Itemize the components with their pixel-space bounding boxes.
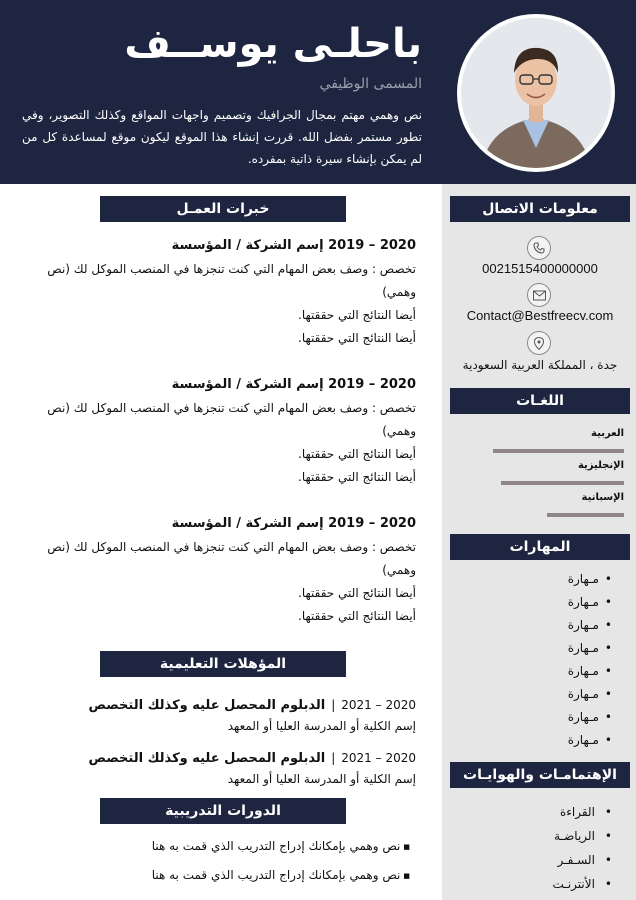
course-item: ■ نص وهمي بإمكانك إدراج التدريب الذي قمت به هنا xyxy=(152,868,410,882)
skill-item: • مـهارة xyxy=(450,683,612,706)
experience-heading: خبرات العمـل xyxy=(100,196,346,222)
hobby-item: • الرياضـة xyxy=(450,824,612,848)
job-entry xyxy=(16,512,416,628)
job-entry-result: أيضا النتائج التي حققتها. xyxy=(298,308,416,322)
job-entry xyxy=(16,373,416,489)
candidate-name: باحلـى يوســف xyxy=(124,21,422,67)
hobby-item: • الأنترنـت xyxy=(450,872,612,896)
skills-list xyxy=(450,568,612,752)
course-item: ■ نص وهمي بإمكانك إدراج التدريب الذي قمت به هنا xyxy=(152,839,410,853)
job-entry xyxy=(16,234,416,350)
education-degree: الدبلوم المحصل عليه وكذلك التخصص xyxy=(88,698,326,713)
education-heading: المؤهلات التعليمية xyxy=(100,651,346,677)
job-entry-result: أيضا النتائج التي حققتها. xyxy=(298,470,416,484)
job-entry-title: 2020 – 2019 إسم الشركة / المؤسسة xyxy=(171,377,416,392)
skill-item: • مـهارة xyxy=(450,660,612,683)
profile-photo xyxy=(461,18,611,168)
contact-address: جدة ، المملكة العربية السعودية xyxy=(462,358,618,372)
profile-photo-frame xyxy=(457,14,615,172)
education-years: 2020 – 2021 xyxy=(341,751,416,765)
skill-item: • مـهارة xyxy=(450,568,612,591)
phone-icon xyxy=(527,236,551,260)
skills-heading: المهارات xyxy=(450,534,630,560)
job-entry-description: تخصص : وصف بعض المهام التي كنت تنجزها في المنصب الموكل لك (نص وهمي) xyxy=(47,262,416,299)
job-entry-result: أيضا النتائج التي حققتها. xyxy=(298,586,416,600)
hobby-item: • القراءة xyxy=(450,800,612,824)
skill-item: • مـهارة xyxy=(450,729,612,752)
language-level-bar xyxy=(501,481,624,485)
language-label: الإنجليزية xyxy=(577,460,624,471)
education-school: إسم الكلية أو المدرسة العليا أو المعهد xyxy=(227,772,416,786)
skill-item: • مـهارة xyxy=(450,637,612,660)
job-title: المسمى الوظيفي xyxy=(319,76,422,92)
education-school: إسم الكلية أو المدرسة العليا أو المعهد xyxy=(227,719,416,733)
contact-email: Contact@Bestfreecv.com xyxy=(466,308,614,323)
contact-heading: معلومات الاتصال xyxy=(450,196,630,222)
job-entry-description: تخصص : وصف بعض المهام التي كنت تنجزها في المنصب الموكل لك (نص وهمي) xyxy=(47,540,416,577)
language-level-bar xyxy=(547,513,624,517)
skill-item: • مـهارة xyxy=(450,614,612,637)
skill-item: • مـهارة xyxy=(450,706,612,729)
job-entry-description: تخصص : وصف بعض المهام التي كنت تنجزها في المنصب الموكل لك (نص وهمي) xyxy=(47,401,416,438)
hobbies-heading: الإهتمامـات والهوايـات xyxy=(450,762,630,788)
education-entry: 2020 – 2021|الدبلوم المحصل عليه وكذلك التخصص إسم الكلية أو المدرسة العليا أو المعهد xyxy=(16,747,416,789)
envelope-icon xyxy=(527,283,551,307)
language-label: العربية xyxy=(591,428,624,439)
job-entry-result: أيضا النتائج التي حققتها. xyxy=(298,331,416,345)
job-entry-result: أيضا النتائج التي حققتها. xyxy=(298,447,416,461)
language-label: الإسبانية xyxy=(581,492,624,503)
hobbies-list xyxy=(450,800,612,896)
education-entry: 2020 – 2021|الدبلوم المحصل عليه وكذلك التخصص إسم الكلية أو المدرسة العليا أو المعهد xyxy=(16,694,416,736)
languages-heading: اللغـات xyxy=(450,388,630,414)
location-pin-icon xyxy=(527,331,551,355)
language-level-bar xyxy=(493,449,624,453)
skill-item: • مـهارة xyxy=(450,591,612,614)
job-entry-title: 2020 – 2019 إسم الشركة / المؤسسة xyxy=(171,238,416,253)
job-entry-title: 2020 – 2019 إسم الشركة / المؤسسة xyxy=(171,516,416,531)
courses-heading: الدورات التدريبية xyxy=(100,798,346,824)
job-entry-result: أيضا النتائج التي حققتها. xyxy=(298,609,416,623)
education-degree: الدبلوم المحصل عليه وكذلك التخصص xyxy=(88,751,326,766)
contact-phone: 0021515400000000 xyxy=(482,261,598,276)
profile-summary: نص وهمي مهتم بمجال الجرافيك وتصميم واجهات المواقع وكذلك التصوير، وفي تطور مستمر بفضل الله. قررت إنشاء هذا الموقع ليكون موقع لمساعدة كل من لم يمكن بإنشاء سيرة ذاتية بمفرده. xyxy=(22,108,422,166)
hobby-item: • السـفـر xyxy=(450,848,612,872)
education-years: 2020 – 2021 xyxy=(341,698,416,712)
